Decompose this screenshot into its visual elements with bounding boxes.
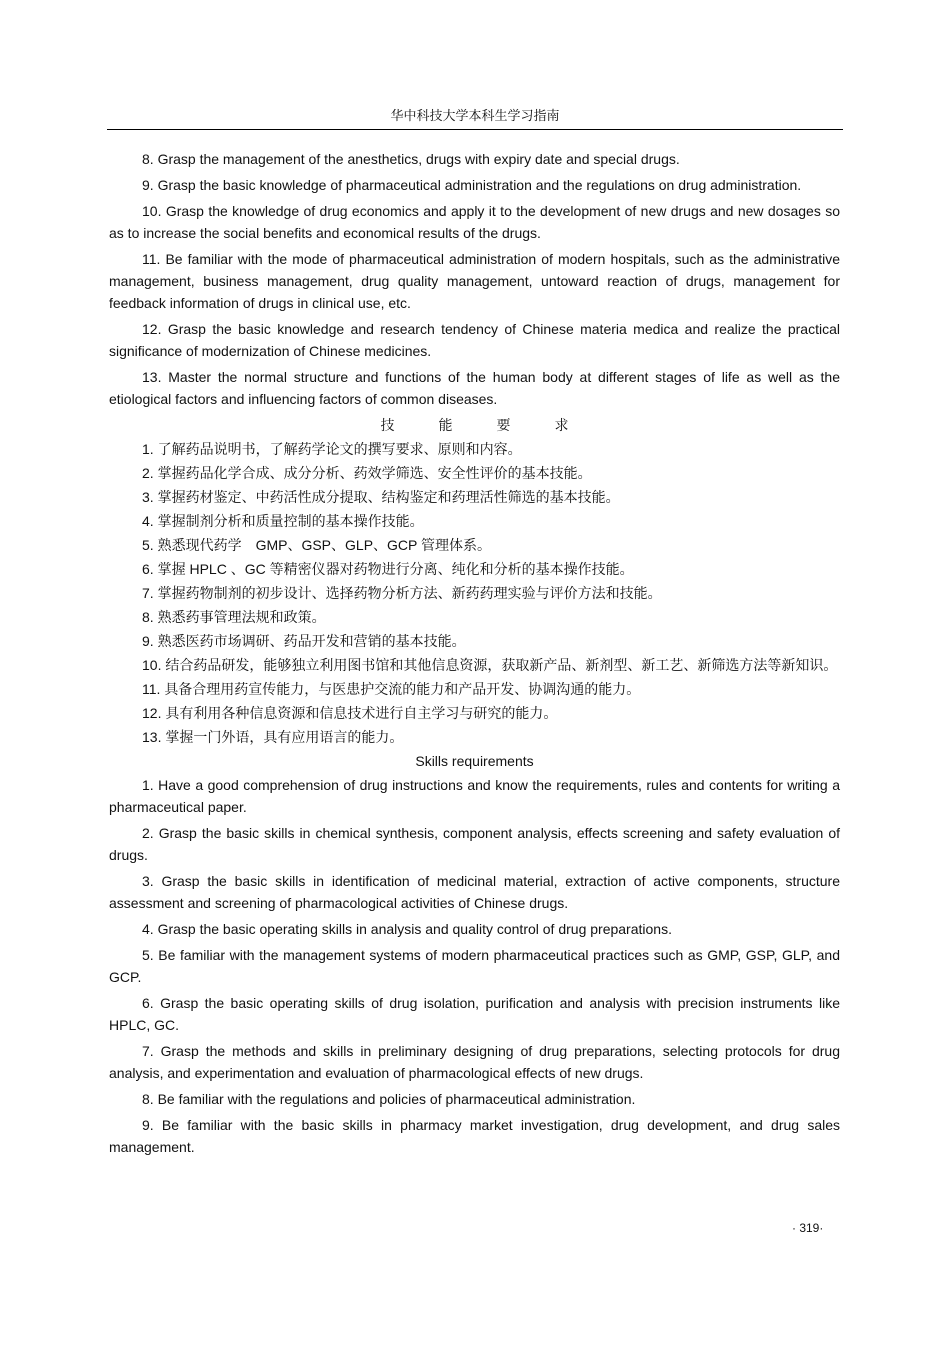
skill-cn-item: 8. 熟悉药事管理法规和政策。 [142,609,326,625]
skill-en-item: 5. Be familiar with the management systems of modern pharmaceutical practices such as GMP, GSP, GLP, and GCP. [109,947,840,985]
skill-en-item: 2. Grasp the basic skills in chemical synthesis, component analysis, effects screening and safety evaluation of drugs. [109,825,840,863]
skill-cn-item: 10. 结合药品研发，能够独立利用图书馆和其他信息资源，获取新产品、新剂型、新工艺、新筛选方法等新知识。 [142,657,838,673]
skill-en-item: 6. Grasp the basic operating skills of drug isolation, purification and analysis with precision instruments like HPLC, GC. [109,995,840,1033]
skill-cn-item: 12. 具有利用各种信息资源和信息技术进行自主学习与研究的能力。 [142,705,558,721]
skills-cn-heading: 技能要求 [380,417,613,433]
skill-en-item: 4. Grasp the basic operating skills in analysis and quality control of drug preparations. [142,921,672,937]
header-rule [107,129,843,130]
knowledge-item: 10. Grasp the knowledge of drug economics and apply it to the development of new drugs and new dosages so as to increase the social benefits and economical results of the drugs. [109,203,840,241]
skill-en-item: 7. Grasp the methods and skills in preliminary designing of drug preparations, selecting protocols for drug analysis, and experimentation and evaluation of pharmacological effects of new drugs. [109,1043,840,1081]
skill-cn-item: 6. 掌握 HPLC 、GC 等精密仪器对药物进行分离、纯化和分析的基本操作技能。 [142,561,634,577]
knowledge-item: 13. Master the normal structure and functions of the human body at different stages of life as well as the etiological factors and influencing factors of common diseases. [109,369,840,407]
skill-cn-item: 5. 熟悉现代药学 GMP、GSP、GLP、GCP 管理体系。 [142,537,492,553]
skill-cn-item: 13. 掌握一门外语，具有应用语言的能力。 [142,729,404,745]
knowledge-item: 8. Grasp the management of the anesthetics, drugs with expiry date and special drugs. [142,151,680,167]
skill-cn-item: 9. 熟悉医药市场调研、药品开发和营销的基本技能。 [142,633,466,649]
running-header: 华中科技大学本科生学习指南 [390,108,560,123]
skill-en-item: 1. Have a good comprehension of drug instructions and know the requirements, rules and contents for writing a pharmaceutical paper. [109,777,840,815]
skill-en-item: 9. Be familiar with the basic skills in pharmacy market investigation, drug development, and drug sales management. [109,1117,840,1155]
knowledge-item: 11. Be familiar with the mode of pharmaceutical administration of modern hospitals, such as the administrative management, business management, drug quality management, untoward reaction of drugs, management for feedback information of drugs in clinical use, etc. [109,251,840,311]
knowledge-item: 9. Grasp the basic knowledge of pharmaceutical administration and the regulations on drug administration. [142,177,802,193]
skill-cn-item: 7. 掌握药物制剂的初步设计、选择药物分析方法、新药药理实验与评价方法和技能。 [142,585,662,601]
skill-cn-item: 1. 了解药品说明书，了解药学论文的撰写要求、原则和内容。 [142,441,522,457]
skills-en-heading: Skills requirements [415,753,534,769]
skill-en-item: 3. Grasp the basic skills in identification of medicinal material, extraction of active components, structure assessment and screening of pharmacological activities of Chinese drugs. [109,873,840,911]
skill-cn-item: 3. 掌握药材鉴定、中药活性成分提取、结构鉴定和药理活性筛选的基本技能。 [142,489,620,505]
skill-cn-item: 2. 掌握药品化学合成、成分分析、药效学筛选、安全性评价的基本技能。 [142,465,592,481]
knowledge-item: 12. Grasp the basic knowledge and research tendency of Chinese materia medica and realize the practical significance of modernization of Chinese medicines. [109,321,840,359]
page-number: · 319· [792,1221,824,1235]
page-body [109,148,840,1162]
skill-en-item: 8. Be familiar with the regulations and policies of pharmaceutical administration. [142,1091,636,1107]
skill-cn-item: 4. 掌握制剂分析和质量控制的基本操作技能。 [142,513,424,529]
skill-cn-item: 11. 具备合理用药宣传能力，与医患护交流的能力和产品开发、协调沟通的能力。 [142,681,641,697]
